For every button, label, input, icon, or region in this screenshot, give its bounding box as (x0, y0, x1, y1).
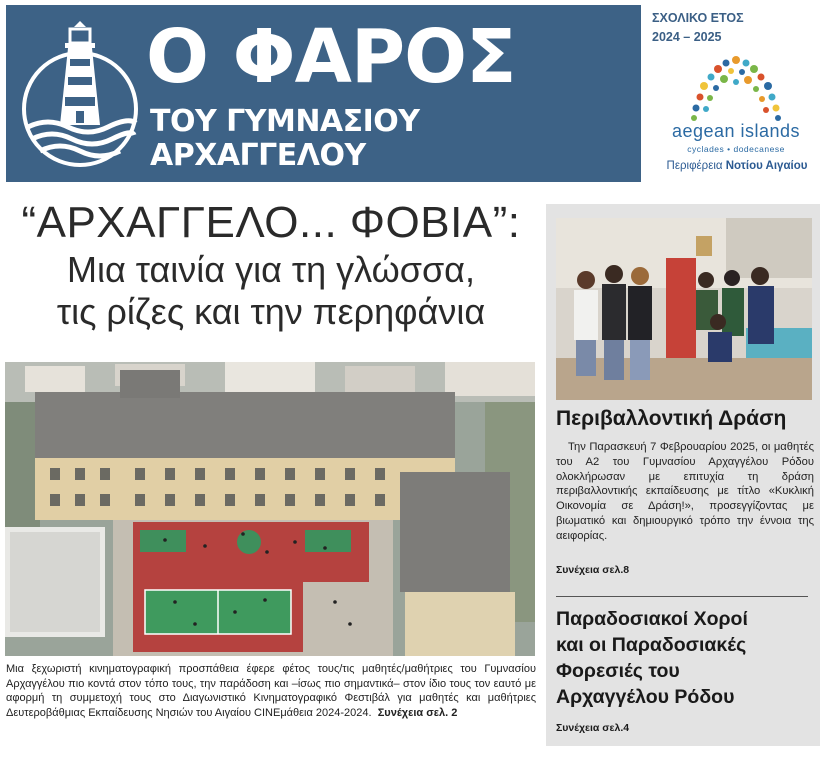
headline-line-2: Μια ταινία για τη γλώσσα, (66, 249, 475, 290)
subtitle-line-2: ΑΡΧΑΓΓΕΛΟΥ (150, 138, 366, 173)
periphery-name: Νοτίου Αιγαίου (725, 160, 808, 172)
dance-title-line-1: Παραδοσιακοί Χοροί (556, 608, 748, 630)
caption-text: Μια ξεχωριστή κινηματογραφική προσπάθεια έφερε φέτος τους/τις μαθητές/μαθήτριες του Γυμνασίου Αρχαγγέλου πιο κοντά στον τόπο τους, την παράδοση και –ίσως πιο σημαντικά– στον ίδιο τους τον εαυτό με αφορμή τη συμμετοχή τους στο Διαγωνιστικό Κινηματογραφικό Φεστιβάλ για μαθητές και μαθήτριες Δευτεροβάθμιας Εκπαίδευσης Νησιών του Αιγαίου CINEμάθεια 2024-2024. (6, 663, 536, 719)
main-headline (6, 197, 536, 333)
masthead (6, 5, 641, 182)
dance-title-line-3: Φορεσιές του (556, 660, 680, 682)
environment-article-text: Την Παρασκευή 7 Φεβρουαρίου 2025, οι μαθητές του Α2 του Γυμνασίου Αρχαγγέλου Ρόδου ολοκλήρωσαν με επιτυχία τη δράση περιβαλλοντικής εκπαίδευσης με τίτλο «Κυκλική Οικονομία σε Δράση!», προσεγγίζοντας με βιωματικό και δημιουργικό τρόπο την έννοια της αειφορίας. (556, 441, 814, 542)
periphery-prefix: Περιφέρεια (666, 160, 723, 172)
sidebar (546, 204, 820, 746)
dance-title-line-2: και οι Παραδοσιακές (556, 634, 747, 656)
school-year-value: 2024 – 2025 (652, 30, 722, 44)
newspaper-title: Ο ΦΑΡΟΣ (146, 14, 516, 100)
caption-continue-link[interactable]: Συνέχεια σελ. 2 (377, 706, 458, 719)
students-group-photo (556, 218, 812, 400)
headline-line-1: “ΑΡΧΑΓΓΕΛΟ... ΦΟΒΙΑ”: (21, 198, 521, 247)
school-aerial-photo (5, 362, 535, 656)
subtitle-line-1: ΤΟΥ ΓΥΜΝΑΣΙΟΥ (150, 104, 420, 139)
environment-article-title: Περιβαλλοντική Δράση (556, 407, 787, 430)
environment-continue-link[interactable]: Συνέχεια σελ.8 (556, 564, 630, 576)
main-article-caption (6, 662, 536, 720)
sidebar-divider (556, 596, 808, 597)
dance-article-title (556, 606, 816, 710)
headline-line-3: τις ρίζες και την περηφάνια (56, 291, 486, 332)
school-year-label: ΣΧΟΛΙΚΟ ΕΤΟΣ (652, 11, 744, 25)
lighthouse-logo-icon (18, 17, 143, 172)
aegean-brand-sub: cyclades • dodecanese (687, 144, 785, 154)
periphery-label (652, 160, 822, 172)
school-year-block (652, 9, 822, 47)
dance-title-line-4: Αρχαγγέλου Ρόδου (556, 686, 735, 708)
dance-continue-link[interactable]: Συνέχεια σελ.4 (556, 722, 630, 734)
aegean-brand-name: aegean islands (671, 121, 801, 141)
newspaper-subtitle (150, 105, 630, 173)
